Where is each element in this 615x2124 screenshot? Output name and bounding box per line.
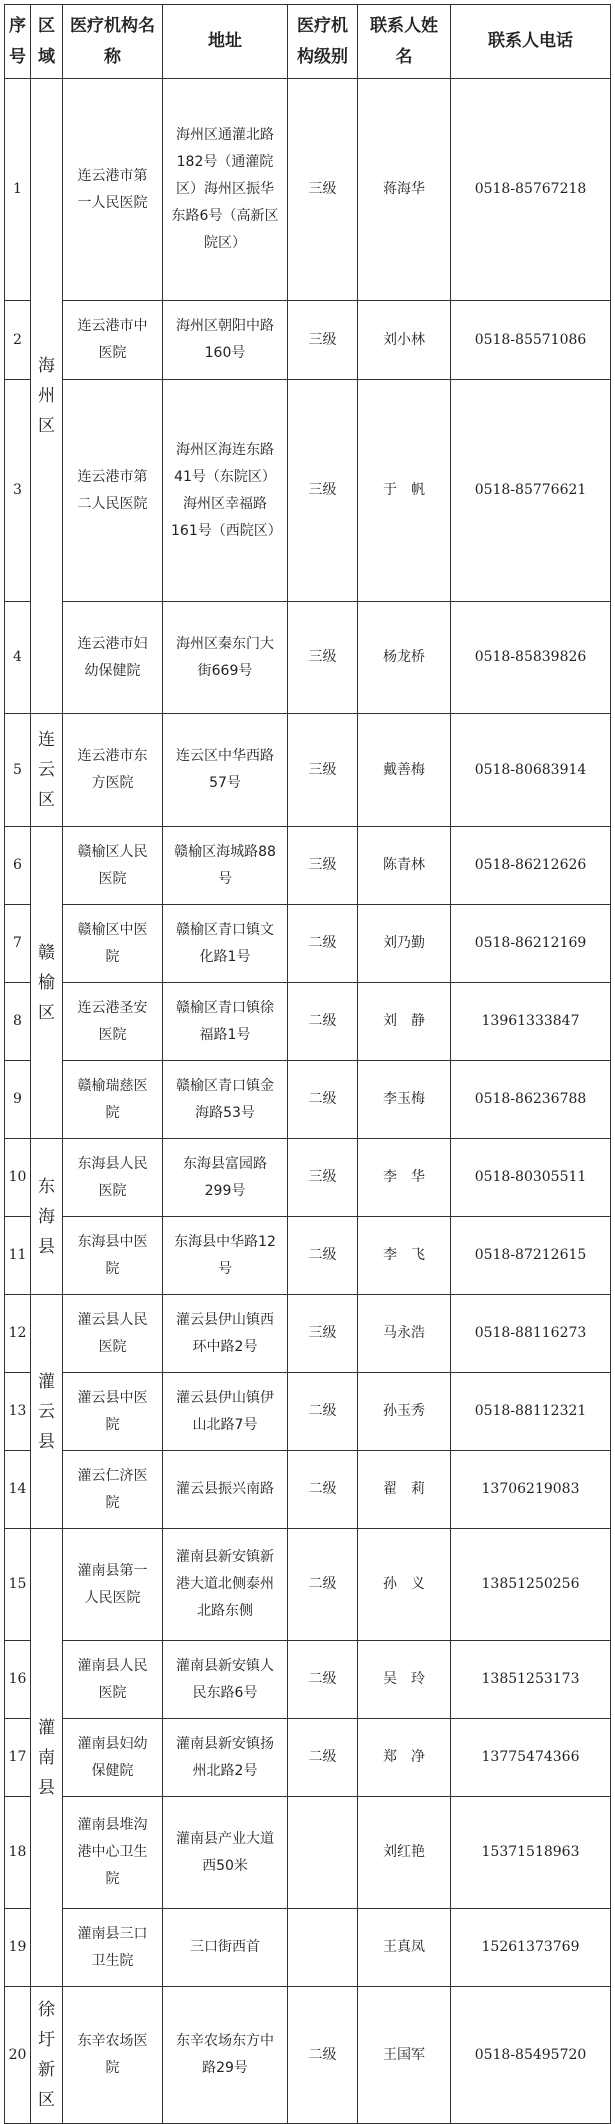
address-cell: 赣榆区青口镇文化路1号 [163, 905, 288, 983]
contact-cell: 翟 莉 [358, 1451, 451, 1529]
table-row [5, 1719, 611, 1797]
level-cell [288, 1909, 358, 1987]
institution-cell: 灌云县人民医院 [63, 1295, 163, 1373]
contact-cell: 李玉梅 [358, 1061, 451, 1139]
region-cell: 灌云县 [31, 1295, 63, 1529]
seq-cell: 4 [5, 602, 31, 714]
table-row [5, 714, 611, 827]
address-cell: 灌南县新安镇新港大道北侧泰州北路东侧 [163, 1529, 288, 1641]
region-cell: 赣榆区 [31, 827, 63, 1139]
phone-cell: 0518-88112321 [451, 1373, 611, 1451]
level-cell: 三级 [288, 301, 358, 380]
phone-cell: 13775474366 [451, 1719, 611, 1797]
institution-cell: 灌云仁济医院 [63, 1451, 163, 1529]
seq-cell: 10 [5, 1139, 31, 1217]
table-row [5, 380, 611, 602]
phone-cell: 13851253173 [451, 1641, 611, 1719]
contact-cell: 杨龙桥 [358, 602, 451, 714]
table-row [5, 602, 611, 714]
address-cell: 海州区海连东路41号（东院区）海州区幸福路161号（西院区） [163, 380, 288, 602]
contact-cell: 马永浩 [358, 1295, 451, 1373]
contact-cell: 王真凤 [358, 1909, 451, 1987]
header-institution: 医疗机构名称 [63, 5, 163, 79]
address-cell: 灌南县新安镇扬州北路2号 [163, 1719, 288, 1797]
header-level: 医疗机构级别 [288, 5, 358, 79]
seq-cell: 16 [5, 1641, 31, 1719]
seq-cell: 2 [5, 301, 31, 380]
table-row [5, 1373, 611, 1451]
address-cell: 灌云县伊山镇伊山北路7号 [163, 1373, 288, 1451]
table-row [5, 1797, 611, 1909]
phone-cell: 0518-86212626 [451, 827, 611, 905]
address-cell: 灌云县伊山镇西环中路2号 [163, 1295, 288, 1373]
address-cell: 海州区通灌北路182号（通灌院区）海州区振华东路6号（高新区院区） [163, 79, 288, 301]
seq-cell: 11 [5, 1217, 31, 1295]
seq-cell: 20 [5, 1987, 31, 2124]
phone-cell: 0518-86212169 [451, 905, 611, 983]
contact-cell: 吴 玲 [358, 1641, 451, 1719]
level-cell: 二级 [288, 1641, 358, 1719]
seq-cell: 18 [5, 1797, 31, 1909]
phone-cell: 13961333847 [451, 983, 611, 1061]
header-seq: 序号 [5, 5, 31, 79]
address-cell: 海州区秦东门大街669号 [163, 602, 288, 714]
institution-cell: 灌南县第一人民医院 [63, 1529, 163, 1641]
phone-cell: 0518-85767218 [451, 79, 611, 301]
level-cell: 三级 [288, 1295, 358, 1373]
phone-cell: 0518-80683914 [451, 714, 611, 827]
contact-cell: 王国军 [358, 1987, 451, 2124]
address-cell: 海州区朝阳中路160号 [163, 301, 288, 380]
institution-cell: 连云港市中医院 [63, 301, 163, 380]
contact-cell: 刘乃勤 [358, 905, 451, 983]
contact-cell: 于 帆 [358, 380, 451, 602]
table-row [5, 301, 611, 380]
phone-cell: 0518-85495720 [451, 1987, 611, 2124]
level-cell [288, 1797, 358, 1909]
table-row [5, 1295, 611, 1373]
seq-cell: 15 [5, 1529, 31, 1641]
level-cell: 二级 [288, 983, 358, 1061]
table-row [5, 1061, 611, 1139]
level-cell: 二级 [288, 1719, 358, 1797]
contact-cell: 刘小林 [358, 301, 451, 380]
institution-cell: 赣榆瑞慈医院 [63, 1061, 163, 1139]
contact-cell: 戴善梅 [358, 714, 451, 827]
institution-cell: 连云港市东方医院 [63, 714, 163, 827]
phone-cell: 15261373769 [451, 1909, 611, 1987]
table-row [5, 1139, 611, 1217]
institution-cell: 灌南县堆沟港中心卫生院 [63, 1797, 163, 1909]
institution-cell: 赣榆区人民医院 [63, 827, 163, 905]
contact-cell: 孙 义 [358, 1529, 451, 1641]
table-row [5, 1217, 611, 1295]
level-cell: 二级 [288, 1529, 358, 1641]
seq-cell: 12 [5, 1295, 31, 1373]
level-cell: 二级 [288, 905, 358, 983]
institution-cell: 灌云县中医院 [63, 1373, 163, 1451]
contact-cell: 孙玉秀 [358, 1373, 451, 1451]
level-cell: 二级 [288, 1373, 358, 1451]
institution-cell: 灌南县妇幼保健院 [63, 1719, 163, 1797]
institution-cell: 连云港市第二人民医院 [63, 380, 163, 602]
address-cell: 三口街西首 [163, 1909, 288, 1987]
seq-cell: 14 [5, 1451, 31, 1529]
phone-cell: 0518-85839826 [451, 602, 611, 714]
phone-cell: 0518-85571086 [451, 301, 611, 380]
institution-cell: 连云港市妇幼保健院 [63, 602, 163, 714]
table-row [5, 1641, 611, 1719]
header-address: 地址 [163, 5, 288, 79]
seq-cell: 8 [5, 983, 31, 1061]
phone-cell: 13851250256 [451, 1529, 611, 1641]
address-cell: 赣榆区海城路88号 [163, 827, 288, 905]
contact-cell: 李 华 [358, 1139, 451, 1217]
institution-cell: 连云港圣安医院 [63, 983, 163, 1061]
address-cell: 连云区中华西路57号 [163, 714, 288, 827]
hospital-table [4, 4, 611, 2124]
address-cell: 赣榆区青口镇金海路53号 [163, 1061, 288, 1139]
level-cell: 三级 [288, 1139, 358, 1217]
phone-cell: 0518-88116273 [451, 1295, 611, 1373]
seq-cell: 19 [5, 1909, 31, 1987]
contact-cell: 刘 静 [358, 983, 451, 1061]
contact-cell: 蒋海华 [358, 79, 451, 301]
level-cell: 三级 [288, 827, 358, 905]
contact-cell: 李 飞 [358, 1217, 451, 1295]
region-cell: 海州区 [31, 79, 63, 714]
seq-cell: 3 [5, 380, 31, 602]
table-row [5, 1529, 611, 1641]
seq-cell: 7 [5, 905, 31, 983]
level-cell: 三级 [288, 79, 358, 301]
phone-cell: 0518-86236788 [451, 1061, 611, 1139]
header-region: 区域 [31, 5, 63, 79]
level-cell: 三级 [288, 380, 358, 602]
region-cell: 连云区 [31, 714, 63, 827]
institution-cell: 东海县人民医院 [63, 1139, 163, 1217]
seq-cell: 5 [5, 714, 31, 827]
contact-cell: 陈青林 [358, 827, 451, 905]
level-cell: 三级 [288, 602, 358, 714]
phone-cell: 0518-87212615 [451, 1217, 611, 1295]
phone-cell: 13706219083 [451, 1451, 611, 1529]
level-cell: 二级 [288, 1987, 358, 2124]
seq-cell: 9 [5, 1061, 31, 1139]
level-cell: 二级 [288, 1451, 358, 1529]
address-cell: 灌云县振兴南路 [163, 1451, 288, 1529]
table-row [5, 827, 611, 905]
address-cell: 东海县中华路12号 [163, 1217, 288, 1295]
header-contact: 联系人姓名 [358, 5, 451, 79]
region-cell: 徐圩新区 [31, 1987, 63, 2124]
table-row [5, 79, 611, 301]
phone-cell: 15371518963 [451, 1797, 611, 1909]
hospital-table-container [4, 4, 611, 2124]
institution-cell: 灌南县人民医院 [63, 1641, 163, 1719]
seq-cell: 13 [5, 1373, 31, 1451]
level-cell: 二级 [288, 1061, 358, 1139]
table-row [5, 1909, 611, 1987]
header-row [5, 5, 611, 79]
level-cell: 二级 [288, 1217, 358, 1295]
region-cell: 东海县 [31, 1139, 63, 1295]
institution-cell: 东辛农场医院 [63, 1987, 163, 2124]
address-cell: 灌南县产业大道西50米 [163, 1797, 288, 1909]
institution-cell: 灌南县三口卫生院 [63, 1909, 163, 1987]
region-cell: 灌南县 [31, 1529, 63, 1987]
contact-cell: 刘红艳 [358, 1797, 451, 1909]
table-row [5, 905, 611, 983]
level-cell: 三级 [288, 714, 358, 827]
institution-cell: 赣榆区中医院 [63, 905, 163, 983]
institution-cell: 连云港市第一人民医院 [63, 79, 163, 301]
table-row [5, 1451, 611, 1529]
contact-cell: 郑 净 [358, 1719, 451, 1797]
phone-cell: 0518-85776621 [451, 380, 611, 602]
header-phone: 联系人电话 [451, 5, 611, 79]
address-cell: 东海县富园路299号 [163, 1139, 288, 1217]
table-row [5, 983, 611, 1061]
address-cell: 赣榆区青口镇徐福路1号 [163, 983, 288, 1061]
seq-cell: 6 [5, 827, 31, 905]
table-row [5, 1987, 611, 2124]
institution-cell: 东海县中医院 [63, 1217, 163, 1295]
phone-cell: 0518-80305511 [451, 1139, 611, 1217]
address-cell: 灌南县新安镇人民东路6号 [163, 1641, 288, 1719]
seq-cell: 1 [5, 79, 31, 301]
seq-cell: 17 [5, 1719, 31, 1797]
address-cell: 东辛农场东方中路29号 [163, 1987, 288, 2124]
